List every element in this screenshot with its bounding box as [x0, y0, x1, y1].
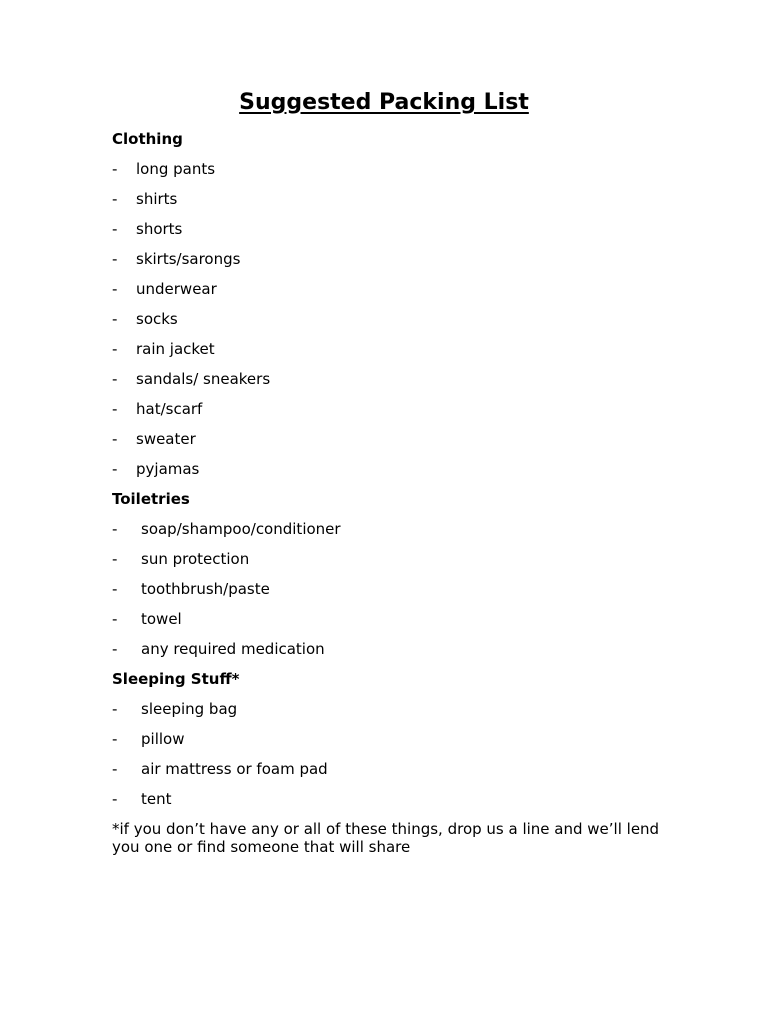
bullet-dash: -	[112, 700, 118, 718]
item-label: underwear	[136, 280, 217, 298]
bullet-dash: -	[112, 580, 118, 598]
bullet-dash: -	[112, 730, 118, 748]
item-label: sweater	[136, 430, 196, 448]
list-item	[112, 427, 672, 457]
item-label: soap/shampoo/conditioner	[141, 520, 341, 538]
item-label: skirts/sarongs	[136, 250, 241, 268]
item-label: socks	[136, 310, 178, 328]
section-heading-toiletries: Toiletries	[112, 490, 190, 508]
toiletries-list	[112, 517, 672, 667]
list-item	[112, 547, 672, 577]
list-item	[112, 337, 672, 367]
bullet-dash: -	[112, 160, 118, 178]
list-item	[112, 787, 672, 817]
bullet-dash: -	[112, 190, 118, 208]
bullet-dash: -	[112, 460, 118, 478]
item-label: any required medication	[141, 640, 325, 658]
bullet-dash: -	[112, 430, 118, 448]
item-label: shorts	[136, 220, 183, 238]
list-item	[112, 697, 672, 727]
item-label: pillow	[141, 730, 185, 748]
list-item	[112, 307, 672, 337]
bullet-dash: -	[112, 640, 118, 658]
packing-list	[112, 127, 672, 856]
item-label: tent	[141, 790, 172, 808]
list-item	[112, 157, 672, 187]
bullet-dash: -	[112, 280, 118, 298]
bullet-dash: -	[112, 310, 118, 328]
list-item	[112, 727, 672, 757]
item-label: sandals/ sneakers	[136, 370, 271, 388]
item-label: toothbrush/paste	[141, 580, 270, 598]
bullet-dash: -	[112, 400, 118, 418]
item-label: sun protection	[141, 550, 250, 568]
section-heading-clothing: Clothing	[112, 130, 183, 148]
bullet-dash: -	[112, 790, 118, 808]
list-item	[112, 517, 672, 547]
section-heading-sleeping-stuff: Sleeping Stuff*	[112, 670, 240, 688]
item-label: rain jacket	[136, 340, 215, 358]
list-item	[112, 247, 672, 277]
list-item	[112, 277, 672, 307]
list-item	[112, 607, 672, 637]
footnote: *if you don’t have any or all of these things, drop us a line and we’ll lend you one or find someone that will share	[112, 820, 660, 856]
list-item	[112, 757, 672, 787]
list-item	[112, 457, 672, 487]
list-item	[112, 187, 672, 217]
item-label: hat/scarf	[136, 400, 203, 418]
bullet-dash: -	[112, 370, 118, 388]
item-label: air mattress or foam pad	[141, 760, 328, 778]
bullet-dash: -	[112, 550, 118, 568]
item-label: pyjamas	[136, 460, 200, 478]
bullet-dash: -	[112, 610, 118, 628]
item-label: long pants	[136, 160, 216, 178]
page-title: Suggested Packing List	[239, 90, 529, 115]
bullet-dash: -	[112, 220, 118, 238]
item-label: towel	[141, 610, 182, 628]
list-item	[112, 577, 672, 607]
clothing-list	[112, 157, 672, 487]
item-label: sleeping bag	[141, 700, 238, 718]
bullet-dash: -	[112, 520, 118, 538]
list-item	[112, 637, 672, 667]
bullet-dash: -	[112, 250, 118, 268]
bullet-dash: -	[112, 340, 118, 358]
list-item	[112, 217, 672, 247]
sleeping-stuff-list	[112, 697, 672, 817]
bullet-dash: -	[112, 760, 118, 778]
item-label: shirts	[136, 190, 178, 208]
list-item	[112, 397, 672, 427]
list-item	[112, 367, 672, 397]
